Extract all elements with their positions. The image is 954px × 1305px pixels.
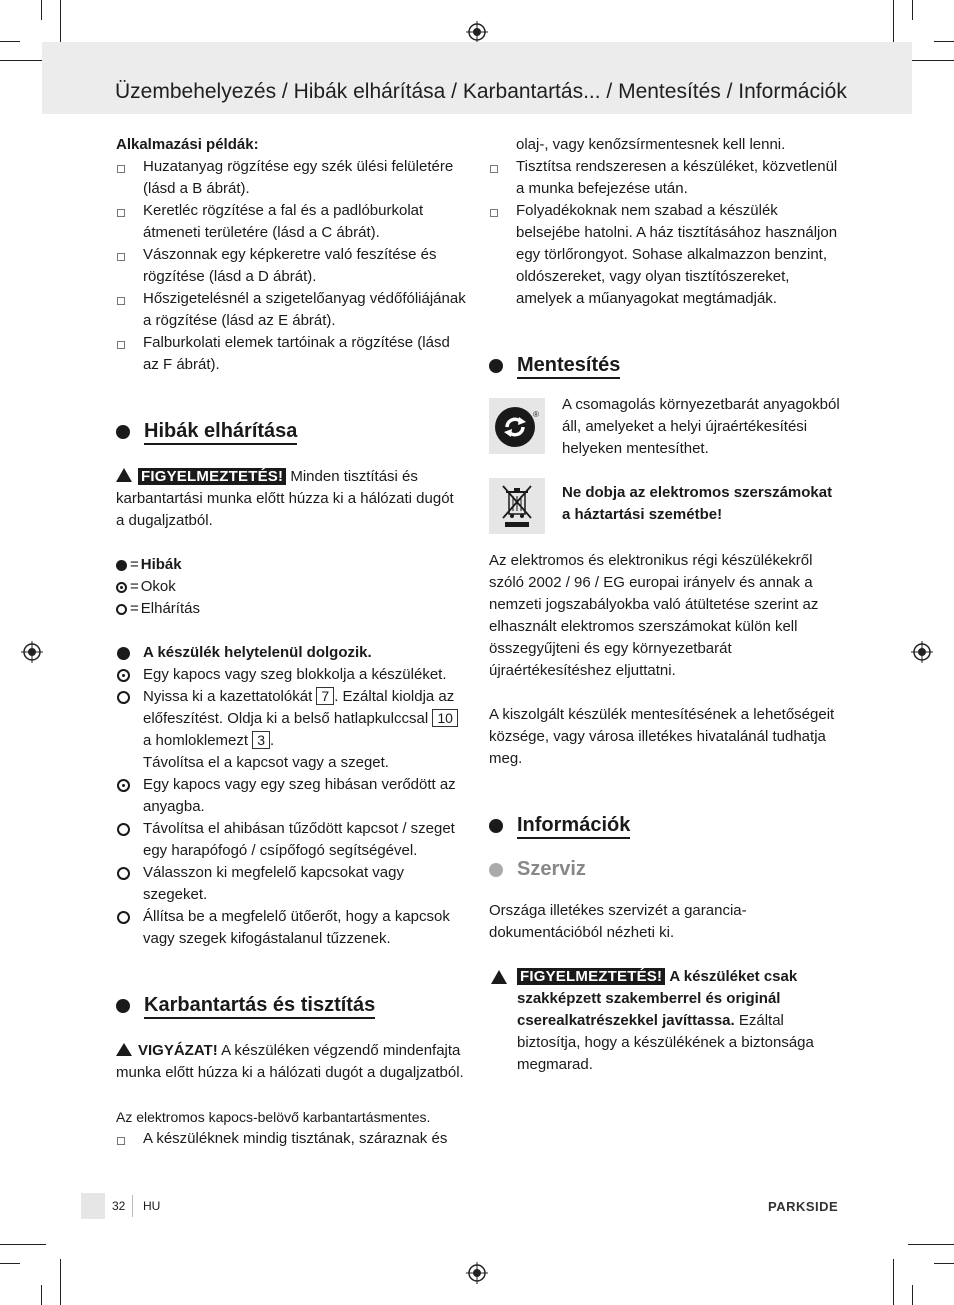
maintenance-free-text: Az elektromos kapocs-belövő karbantartásmentes. <box>116 1109 431 1125</box>
part-number-box: 10 <box>432 709 458 727</box>
crop-mark <box>908 1244 954 1245</box>
crop-mark <box>0 1263 20 1264</box>
cause-row: Egy kapocs vagy szeg blokkolja a készüléket. <box>116 664 466 686</box>
footer-box <box>81 1193 105 1219</box>
registration-mark-icon <box>911 641 933 663</box>
registration-mark-icon <box>466 21 488 43</box>
list-item: Falburkolati elemek tartóinak a rögzítése (lásd az F ábrát). <box>116 332 466 376</box>
crop-mark <box>0 60 46 61</box>
crop-mark <box>60 0 61 46</box>
ring-circle-icon <box>117 691 130 704</box>
ring-circle-icon <box>116 604 127 615</box>
part-number-box: 3 <box>252 731 270 749</box>
maintenance-list-continued <box>489 156 841 310</box>
page-title: Üzembehelyezés / Hibák elhárítása / Karbantartás... / Mentesítés / Információk <box>115 80 847 103</box>
maintenance-list <box>116 1128 466 1150</box>
list-item: Vászonnak egy képkeretre való feszítése és rögzítése (lásd a D ábrát). <box>116 244 466 288</box>
maintenance-item-continued: olaj-, vagy kenőzsírmentesnek kell lenni. <box>516 136 786 153</box>
crop-mark <box>41 0 42 20</box>
bullet-icon <box>489 819 503 833</box>
section-heading-information: Információk <box>489 812 841 838</box>
fault-table <box>116 642 466 950</box>
warning-triangle-icon <box>116 468 132 482</box>
section-heading-troubleshooting: Hibák elhárítása <box>116 418 466 444</box>
list-item: A készüléknek mindig tisztának, száraznak és <box>116 1128 466 1150</box>
list-item: Huzatanyag rögzítése egy szék ülési felületére (lásd a B ábrát). <box>116 156 466 200</box>
weee-warning-text: Ne dobja az elektromos szerszámokat a háztartási szemétbe! <box>562 484 833 523</box>
filled-circle-icon <box>116 560 127 571</box>
crop-mark <box>0 41 20 42</box>
ring-circle-icon <box>117 823 130 836</box>
caution-label: VIGYÁZAT! <box>138 1042 218 1059</box>
weee-icon-box <box>489 478 545 534</box>
warning-label: FIGYELMEZTETÉS! <box>138 468 286 485</box>
bullet-icon <box>489 359 503 373</box>
crop-mark <box>934 1263 954 1264</box>
crop-mark <box>41 1285 42 1305</box>
recycling-icon-box <box>489 398 545 454</box>
crop-mark <box>60 1259 61 1305</box>
crop-mark <box>934 41 954 42</box>
crop-mark <box>893 1259 894 1305</box>
service-text: Országa illetékes szervizét a garancia-dokumentációból nézheti ki. <box>489 902 747 941</box>
service-warning: FIGYELMEZTETÉS! A készüléket csak szakképzett szakemberrel és originál cserealkatrészekkel javíttassa. Ezáltal biztosítja, hogy a készülékének a biztonsága megmarad. <box>489 966 841 1076</box>
registration-mark-icon <box>466 1262 488 1284</box>
list-item: Tisztítsa rendszeresen a készüléket, közvetlenül a munka befejezése után. <box>489 156 841 200</box>
left-column <box>116 134 466 1150</box>
list-item: Hőszigetelésnél a szigetelőanyag védőfóliájának a rögzítése (lásd az E ábrát). <box>116 288 466 332</box>
crop-mark <box>912 0 913 20</box>
registered-mark: ® <box>533 410 539 419</box>
trouble-warning: FIGYELMEZTETÉS! Minden tisztítási és karbantartási munka előtt húzza ki a hálózati dugót a dugaljzatból. <box>116 468 454 529</box>
bullet-icon <box>116 425 130 439</box>
symbol-legend <box>116 554 466 620</box>
packaging-disposal <box>489 394 841 460</box>
language-code: HU <box>143 1199 161 1213</box>
examples-list <box>116 156 466 376</box>
fault-row: A készülék helytelenül dolgozik. <box>116 642 466 664</box>
section-heading-disposal: Mentesítés <box>489 352 841 378</box>
dotted-circle-icon <box>117 779 130 792</box>
caution-triangle-icon <box>116 1043 132 1056</box>
crop-mark <box>912 1285 913 1305</box>
crop-mark <box>893 0 894 46</box>
bullet-icon <box>116 999 130 1013</box>
packaging-text: A csomagolás környezetbarát anyagokból áll, amelyeket a helyi újraértékesítési helyeken mentesíthet. <box>562 396 840 457</box>
warning-label: FIGYELMEZTETÉS! <box>517 968 665 985</box>
crop-mark <box>908 60 954 61</box>
remedy-row: Távolítsa el ahibásan tűződött kapcsot / szeget egy harapófogó / csípőfogó segítségével. <box>116 818 466 862</box>
legend-causes: = Okok <box>116 576 466 598</box>
list-item: Keretléc rögzítése a fal és a padlóburkolat átmeneti területére (lásd a C ábrát). <box>116 200 466 244</box>
crossed-bin-icon <box>489 478 545 534</box>
brand-logo: PARKSIDE <box>768 1199 839 1214</box>
page-number: 32 <box>112 1199 126 1213</box>
caution-note: VIGYÁZAT! A készüléken végzendő mindenfajta munka előtt húzza ki a hálózati dugót a dugaljzatból. <box>116 1042 464 1081</box>
list-item: Folyadékoknak nem szabad a készülék belsejébe hatolni. A ház tisztításához használjon egy törlőrongyot. Sohase alkalmazzon benzint, oldószereket, vagy olyan tisztítószereket, amelyek a műanyagokat megtámadják. <box>489 200 841 310</box>
footer-divider <box>132 1195 133 1217</box>
legend-faults: = Hibák <box>116 554 466 576</box>
remedy-row: Válasszon ki megfelelő kapcsokat vagy szegeket. <box>116 862 466 906</box>
section-heading-service: Szerviz <box>489 856 841 882</box>
examples-title: Alkalmazási példák: <box>116 136 259 153</box>
remedy-row: Állítsa be a megfelelő ütőerőt, hogy a kapcsok vagy szegek kifogástalanul tűzzenek. <box>116 906 466 950</box>
weee-disposal <box>489 478 841 534</box>
crop-mark <box>0 1244 46 1245</box>
registration-mark-icon <box>21 641 43 663</box>
part-number-box: 7 <box>316 687 334 705</box>
page-header <box>42 42 912 114</box>
right-column <box>489 134 841 1076</box>
ring-circle-icon <box>117 911 130 924</box>
dotted-circle-icon <box>117 669 130 682</box>
directive-text: Az elektromos és elektronikus régi készülékekről szóló 2002 / 96 / EG europai irányelv és annak a nemzeti jogszabályokba való átültetése szerint az elhasznált elektromos szerszámokat külön kell összegyűjteni és egy környezetbarát újraértékesítéshez eljuttatni. <box>489 552 819 679</box>
cause-row: Egy kapocs vagy egy szeg hibásan verődött az anyagba. <box>116 774 466 818</box>
section-heading-maintenance: Karbantartás és tisztítás <box>116 992 466 1018</box>
dotted-circle-icon <box>116 582 127 593</box>
warning-triangle-icon <box>491 970 507 984</box>
municipality-text: A kiszolgált készülék mentesítésének a lehetőségeit községe, vagy városa illetékes hivatalánál tudhatja meg. <box>489 706 835 767</box>
filled-circle-icon <box>117 647 130 660</box>
remedy-row: Nyissa ki a kazettatolókát 7 . Ezáltal kioldja az előfeszítést. Oldja ki a belső hatlapkulccsal 10 a homloklemezt 3 . Távolítsa el a kapcsot vagy a szeget. <box>116 686 466 774</box>
ring-circle-icon <box>117 867 130 880</box>
bullet-icon <box>489 863 503 877</box>
legend-remedy: = Elhárítás <box>116 598 466 620</box>
